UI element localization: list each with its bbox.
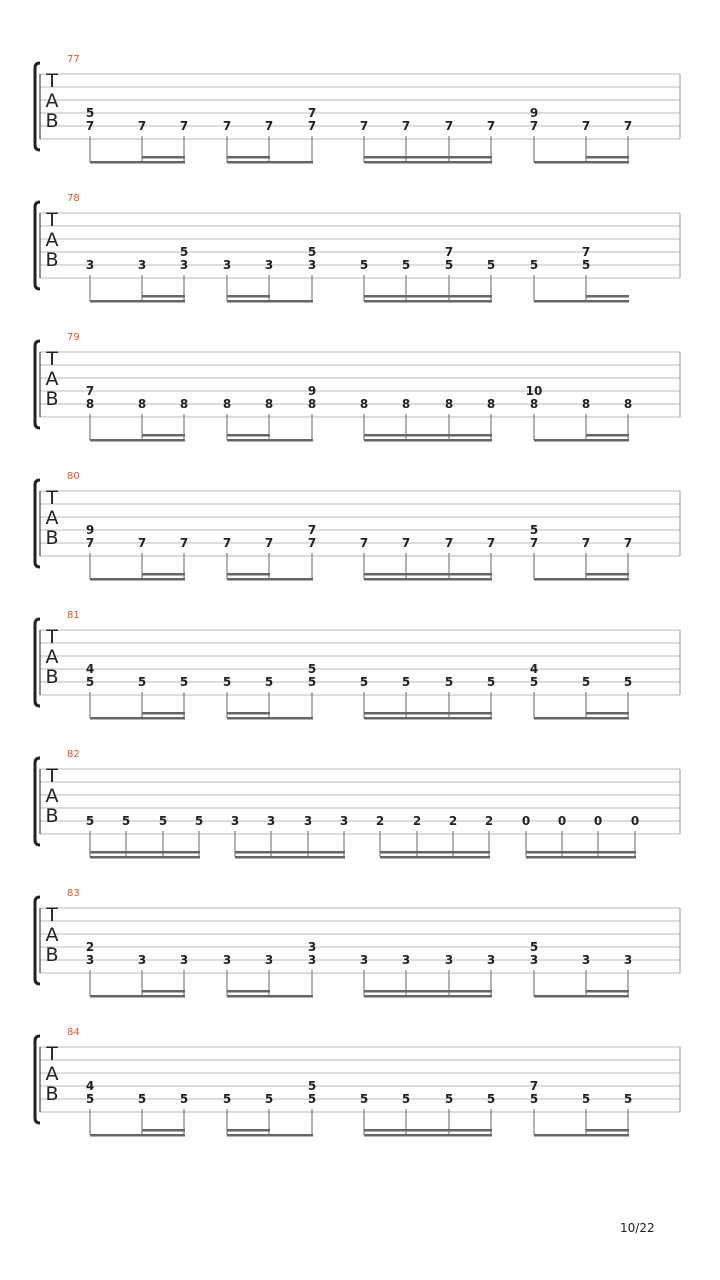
beam <box>380 856 490 859</box>
fret-number: 3 <box>266 814 276 828</box>
beam <box>534 439 629 442</box>
secondary-beam <box>526 851 636 854</box>
secondary-beam <box>235 851 345 854</box>
system-bracket <box>35 341 40 428</box>
fret-number: 5 <box>359 1092 369 1106</box>
fret-number: 5 <box>623 1092 633 1106</box>
secondary-beam <box>227 712 270 715</box>
tab-clef-letter: B <box>45 110 59 132</box>
beam <box>90 717 185 720</box>
fret-number: 5 <box>529 675 539 689</box>
fret-number: 7 <box>359 119 369 133</box>
fret-number: 5 <box>121 814 131 828</box>
fret-number: 5 <box>179 1092 189 1106</box>
fret-number: 3 <box>401 953 411 967</box>
beam <box>534 1134 629 1137</box>
secondary-beam <box>142 156 185 159</box>
fret-number: 7 <box>222 119 232 133</box>
beam <box>90 856 200 859</box>
measure-number: 83 <box>67 888 80 899</box>
fret-number: 7 <box>581 119 591 133</box>
beam <box>534 995 629 998</box>
fret-number: 4 <box>529 662 539 676</box>
fret-number: 8 <box>222 397 232 411</box>
fret-number: 7 <box>85 119 95 133</box>
fret-number: 7 <box>307 106 317 120</box>
measure-number: 81 <box>67 610 80 621</box>
fret-number: 7 <box>529 536 539 550</box>
tab-clef-letter: T <box>46 904 58 926</box>
beam <box>227 300 313 303</box>
fret-number: 5 <box>359 675 369 689</box>
fret-number: 9 <box>307 384 317 398</box>
beam <box>90 1134 185 1137</box>
fret-number: 5 <box>264 1092 274 1106</box>
tab-system <box>35 193 680 303</box>
fret-number: 3 <box>85 258 95 272</box>
beam <box>534 300 629 303</box>
beam <box>364 1134 492 1137</box>
secondary-beam <box>364 990 492 993</box>
fret-number: 3 <box>307 258 317 272</box>
fret-number: 0 <box>557 814 567 828</box>
tab-system <box>35 610 680 720</box>
fret-number: 3 <box>85 953 95 967</box>
beam <box>364 300 492 303</box>
fret-number: 7 <box>137 119 147 133</box>
tab-clef-letter: A <box>45 368 59 390</box>
tab-clef-letter: B <box>45 388 59 410</box>
tab-clef-letter: A <box>45 1063 59 1085</box>
fret-number: 5 <box>307 675 317 689</box>
tab-system <box>35 749 680 859</box>
fret-number: 5 <box>307 662 317 676</box>
fret-number: 5 <box>401 1092 411 1106</box>
fret-number: 5 <box>486 1092 496 1106</box>
fret-number: 7 <box>222 536 232 550</box>
fret-number: 3 <box>529 953 539 967</box>
beam <box>364 161 492 164</box>
secondary-beam <box>364 295 492 298</box>
fret-number: 3 <box>303 814 313 828</box>
fret-number: 5 <box>486 675 496 689</box>
tab-system <box>35 1027 680 1137</box>
tab-clef-letter: A <box>45 785 59 807</box>
fret-number: 3 <box>359 953 369 967</box>
measure-number: 77 <box>67 54 80 65</box>
secondary-beam <box>364 434 492 437</box>
fret-number: 4 <box>85 1079 95 1093</box>
secondary-beam <box>586 156 629 159</box>
beam <box>227 161 313 164</box>
fret-number: 7 <box>444 119 454 133</box>
fret-number: 7 <box>444 536 454 550</box>
fret-number: 5 <box>401 675 411 689</box>
beam <box>90 578 185 581</box>
fret-number: 5 <box>401 258 411 272</box>
secondary-beam <box>142 573 185 576</box>
fret-number: 5 <box>307 1079 317 1093</box>
fret-number: 5 <box>158 814 168 828</box>
fret-number: 7 <box>401 536 411 550</box>
fret-number: 7 <box>137 536 147 550</box>
fret-number: 5 <box>529 1092 539 1106</box>
tab-clef-letter: B <box>45 1083 59 1105</box>
beam <box>364 439 492 442</box>
tab-clef-letter: T <box>46 348 58 370</box>
fret-number: 7 <box>359 536 369 550</box>
fret-number: 4 <box>85 662 95 676</box>
fret-number: 3 <box>137 258 147 272</box>
fret-number: 7 <box>581 245 591 259</box>
fret-number: 3 <box>581 953 591 967</box>
secondary-beam <box>364 573 492 576</box>
fret-number: 7 <box>264 119 274 133</box>
tab-system <box>35 471 680 581</box>
beam <box>364 995 492 998</box>
fret-number: 7 <box>179 119 189 133</box>
secondary-beam <box>380 851 490 854</box>
tab-clef-letter: T <box>46 209 58 231</box>
secondary-beam <box>142 295 185 298</box>
fret-number: 8 <box>444 397 454 411</box>
tab-clef-letter: A <box>45 924 59 946</box>
tab-clef-letter: B <box>45 249 59 271</box>
fret-number: 3 <box>222 953 232 967</box>
fret-number: 5 <box>85 106 95 120</box>
fret-number: 3 <box>444 953 454 967</box>
fret-number: 5 <box>85 675 95 689</box>
fret-number: 3 <box>137 953 147 967</box>
tab-system <box>35 332 680 442</box>
fret-number: 7 <box>264 536 274 550</box>
fret-number: 7 <box>623 119 633 133</box>
beam <box>227 1134 313 1137</box>
fret-number: 5 <box>486 258 496 272</box>
fret-number: 8 <box>529 397 539 411</box>
secondary-beam <box>227 573 270 576</box>
fret-number: 7 <box>401 119 411 133</box>
beam <box>534 161 629 164</box>
secondary-beam <box>586 573 629 576</box>
secondary-beam <box>142 434 185 437</box>
beam <box>90 300 185 303</box>
beam <box>235 856 345 859</box>
fret-number: 5 <box>581 675 591 689</box>
fret-number: 8 <box>137 397 147 411</box>
fret-number: 8 <box>85 397 95 411</box>
beam <box>227 995 313 998</box>
system-bracket <box>35 897 40 984</box>
system-bracket <box>35 1036 40 1123</box>
tab-clef-letter: A <box>45 646 59 668</box>
secondary-beam <box>586 1129 629 1132</box>
fret-number: 3 <box>179 258 189 272</box>
beam <box>364 717 492 720</box>
beam <box>227 717 313 720</box>
secondary-beam <box>142 990 185 993</box>
fret-number: 8 <box>581 397 591 411</box>
beam <box>534 578 629 581</box>
fret-number: 5 <box>179 675 189 689</box>
fret-number: 5 <box>444 675 454 689</box>
beam <box>90 995 185 998</box>
fret-number: 9 <box>85 523 95 537</box>
fret-number: 3 <box>623 953 633 967</box>
fret-number: 5 <box>137 1092 147 1106</box>
fret-number: 2 <box>484 814 494 828</box>
system-bracket <box>35 619 40 706</box>
beam <box>227 578 313 581</box>
fret-number: 5 <box>581 258 591 272</box>
secondary-beam <box>90 851 200 854</box>
fret-number: 3 <box>264 258 274 272</box>
fret-number: 5 <box>359 258 369 272</box>
tab-clef-letter: B <box>45 944 59 966</box>
fret-number: 2 <box>412 814 422 828</box>
secondary-beam <box>364 156 492 159</box>
fret-number: 5 <box>194 814 204 828</box>
fret-number: 7 <box>529 1079 539 1093</box>
fret-number: 5 <box>581 1092 591 1106</box>
fret-number: 3 <box>264 953 274 967</box>
measure-number: 84 <box>67 1027 80 1038</box>
system-bracket <box>35 63 40 150</box>
beam <box>534 717 629 720</box>
secondary-beam <box>586 295 629 298</box>
fret-number: 8 <box>623 397 633 411</box>
secondary-beam <box>364 1129 492 1132</box>
fret-number: 8 <box>486 397 496 411</box>
beam <box>227 439 313 442</box>
secondary-beam <box>227 1129 270 1132</box>
fret-number: 7 <box>581 536 591 550</box>
tab-clef-letter: T <box>46 70 58 92</box>
secondary-beam <box>227 156 270 159</box>
secondary-beam <box>364 712 492 715</box>
fret-number: 5 <box>222 675 232 689</box>
fret-number: 7 <box>85 384 95 398</box>
beam <box>90 439 185 442</box>
secondary-beam <box>586 990 629 993</box>
fret-number: 5 <box>179 245 189 259</box>
fret-number: 8 <box>359 397 369 411</box>
fret-number: 10 <box>525 384 543 398</box>
fret-number: 5 <box>444 1092 454 1106</box>
tab-clef-letter: B <box>45 666 59 688</box>
fret-number: 5 <box>307 245 317 259</box>
fret-number: 5 <box>264 675 274 689</box>
tab-clef-letter: T <box>46 1043 58 1065</box>
fret-number: 5 <box>529 523 539 537</box>
fret-number: 0 <box>630 814 640 828</box>
tab-system <box>35 888 680 998</box>
beam <box>526 856 636 859</box>
beam <box>364 578 492 581</box>
secondary-beam <box>227 434 270 437</box>
fret-number: 7 <box>529 119 539 133</box>
secondary-beam <box>227 990 270 993</box>
page-number: 10/22 <box>620 1221 655 1235</box>
secondary-beam <box>227 295 270 298</box>
fret-number: 8 <box>264 397 274 411</box>
tab-clef-letter: T <box>46 765 58 787</box>
beam <box>90 161 185 164</box>
tab-clef-letter: A <box>45 229 59 251</box>
fret-number: 7 <box>307 523 317 537</box>
fret-number: 9 <box>529 106 539 120</box>
fret-number: 5 <box>222 1092 232 1106</box>
fret-number: 5 <box>529 940 539 954</box>
secondary-beam <box>142 712 185 715</box>
tab-clef-letter: T <box>46 626 58 648</box>
fret-number: 3 <box>307 940 317 954</box>
tab-system <box>35 54 680 164</box>
tab-clef-letter: T <box>46 487 58 509</box>
fret-number: 5 <box>529 258 539 272</box>
measure-number: 78 <box>67 193 80 204</box>
secondary-beam <box>586 712 629 715</box>
fret-number: 0 <box>521 814 531 828</box>
fret-number: 5 <box>85 1092 95 1106</box>
fret-number: 8 <box>401 397 411 411</box>
system-bracket <box>35 480 40 567</box>
fret-number: 8 <box>307 397 317 411</box>
system-bracket <box>35 758 40 845</box>
fret-number: 7 <box>307 536 317 550</box>
fret-number: 5 <box>623 675 633 689</box>
fret-number: 0 <box>593 814 603 828</box>
fret-number: 7 <box>85 536 95 550</box>
fret-number: 5 <box>85 814 95 828</box>
measure-number: 79 <box>67 332 80 343</box>
fret-number: 2 <box>448 814 458 828</box>
fret-number: 3 <box>179 953 189 967</box>
tab-clef-letter: B <box>45 805 59 827</box>
fret-number: 7 <box>179 536 189 550</box>
fret-number: 7 <box>444 245 454 259</box>
measure-number: 80 <box>67 471 80 482</box>
fret-number: 5 <box>307 1092 317 1106</box>
fret-number: 3 <box>222 258 232 272</box>
system-bracket <box>35 202 40 289</box>
secondary-beam <box>142 1129 185 1132</box>
fret-number: 2 <box>375 814 385 828</box>
fret-number: 8 <box>179 397 189 411</box>
fret-number: 7 <box>486 536 496 550</box>
fret-number: 5 <box>444 258 454 272</box>
tab-clef-letter: B <box>45 527 59 549</box>
fret-number: 3 <box>307 953 317 967</box>
secondary-beam <box>586 434 629 437</box>
fret-number: 3 <box>230 814 240 828</box>
measure-number: 82 <box>67 749 80 760</box>
fret-number: 2 <box>85 940 95 954</box>
fret-number: 5 <box>137 675 147 689</box>
fret-number: 7 <box>307 119 317 133</box>
fret-number: 7 <box>486 119 496 133</box>
tab-clef-letter: A <box>45 507 59 529</box>
fret-number: 3 <box>339 814 349 828</box>
fret-number: 7 <box>623 536 633 550</box>
tab-clef-letter: A <box>45 90 59 112</box>
fret-number: 3 <box>486 953 496 967</box>
